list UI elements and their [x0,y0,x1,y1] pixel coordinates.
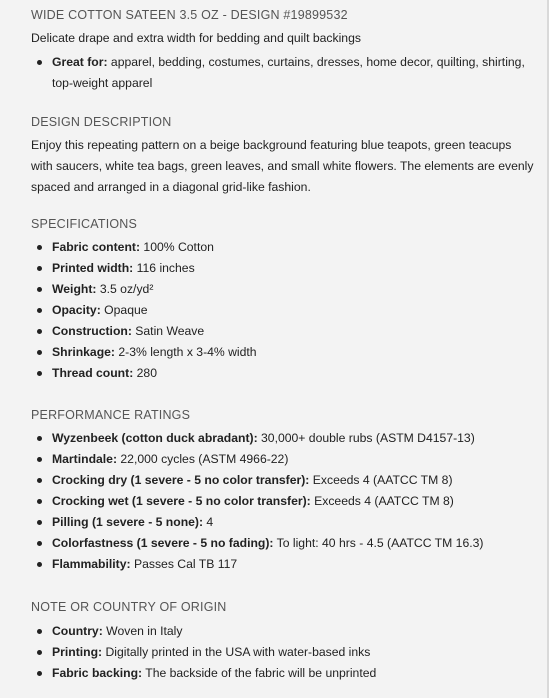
performance-list [31,428,531,575]
origin-value: The backside of the fabric will be unprinted [142,666,377,680]
list-item [31,342,531,363]
list-item [31,279,531,300]
list-item [31,533,531,554]
rating-value: 22,000 cycles (ASTM 4966-22) [117,452,289,466]
rating-value: 4 [203,515,214,529]
spec-value: 280 [133,366,157,380]
spec-label: Shrinkage: [52,345,115,359]
design-description-heading: DESIGN DESCRIPTION [31,115,172,129]
list-item [31,512,531,533]
spec-label: Fabric content: [52,240,141,254]
list-item [31,663,531,684]
spec-value: 116 inches [133,261,195,275]
spec-value: 2-3% length x 3-4% width [115,345,257,359]
spec-label: Printed width: [52,261,134,275]
spec-value: Satin Weave [131,324,205,338]
rating-label: Wyzenbeek (cotton duck abradant): [52,431,258,445]
list-item [31,363,531,384]
spec-label: Weight: [52,282,97,296]
design-description-text: Enjoy this repeating pattern on a beige background featuring blue teapots, green teacups with saucers, white tea bags, green leaves, and small white flowers. The elements are evenly spaced and arranged in a diagonal grid-like fashion. [31,138,534,194]
origin-list [31,621,531,684]
rating-value: Exceeds 4 (AATCC TM 8) [309,473,453,487]
list-item [31,554,531,575]
list-item [31,321,531,342]
great-for-list [31,52,531,94]
list-item [31,428,531,449]
list-item [31,449,531,470]
list-item [31,642,531,663]
origin-label: Fabric backing: [52,666,143,680]
spec-label: Construction: [52,324,132,338]
country-of-origin-heading: NOTE OR COUNTRY OF ORIGIN [31,600,227,614]
rating-label: Flammability: [52,557,131,571]
list-item [31,621,531,642]
great-for-value: apparel, bedding, costumes, curtains, dresses, home decor, quilting, shirting, top-weight apparel [52,55,525,90]
origin-value: Woven in Italy [102,624,183,638]
performance-ratings-heading: PERFORMANCE RATINGS [31,408,191,422]
rating-value: Exceeds 4 (AATCC TM 8) [310,494,454,508]
list-item [31,300,531,321]
origin-label: Printing: [52,645,103,659]
rating-label: Colorfastness (1 severe - 5 no fading): [52,536,274,550]
origin-label: Country: [52,624,103,638]
specifications-heading: SPECIFICATIONS [31,217,138,231]
list-item [31,491,531,512]
list-item [31,237,531,258]
great-for-label: Great for: [52,55,108,69]
spec-value: Opaque [100,303,148,317]
list-item [31,52,531,94]
rating-label: Pilling (1 severe - 5 none): [52,515,204,529]
rating-label: Crocking dry (1 severe - 5 no color transfer): [52,473,310,487]
product-title: WIDE COTTON SATEEN 3.5 OZ - DESIGN #19899532 [31,8,348,22]
spec-value: 3.5 oz/yd² [96,282,154,296]
product-tagline: Delicate drape and extra width for bedding and quilt backings [31,31,361,45]
rating-value: 30,000+ double rubs (ASTM D4157-13) [257,431,475,445]
spec-label: Opacity: [52,303,101,317]
rating-value: Passes Cal TB 117 [130,557,238,571]
spec-value: 100% Cotton [140,240,214,254]
list-item [31,470,531,491]
rating-label: Martindale: [52,452,118,466]
origin-value: Digitally printed in the USA with water-based inks [102,645,371,659]
list-item [31,258,531,279]
spec-label: Thread count: [52,366,134,380]
rating-value: To light: 40 hrs - 4.5 (AATCC TM 16.3) [273,536,484,550]
rating-label: Crocking wet (1 severe - 5 no color transfer): [52,494,311,508]
specifications-list [31,237,531,384]
